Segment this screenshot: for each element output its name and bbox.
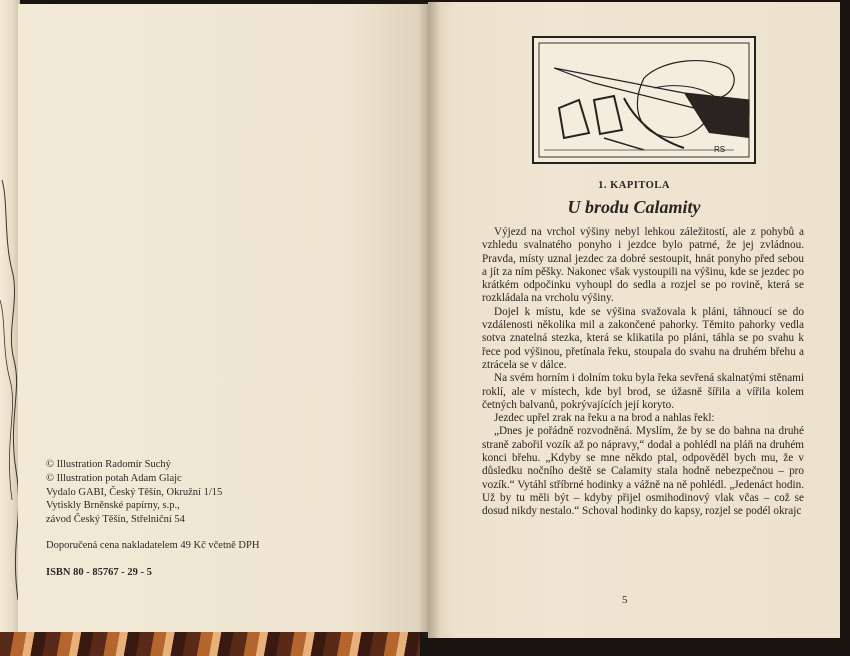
paragraph: Dojel k místu, kde se výšina svažovala k pláni, táhnoucí se do vzdálenosti několika mil a zakončené pahorky. Těmito pahorky vedla sotva znatelná stezka, která se klikatila po pláni, táhla se po svahu k řece pod výšinou, přetínala řeku, stoupala do svahu na druhém břehu a ztrácela se v dálce. (482, 305, 804, 371)
paragraph: „Dnes je pořádně rozvodněná. Myslím, že by se do bahna na druhé straně zabořil vozík až po nápravy,“ dodal a pohlédl na pláň na druhém konci břehu. „Kdyby se mne někdo ptal, odpověděl bych mu, že v důsledku nočního deště se Calamity stala hodně nebezpečnou – pro vozík.“ Vytáhl stříbrné hodinky a vážně na ně pohlédl. „Jedenáct hodin. Už by tu měli být – kdyby přijel osmihodinový vlak včas – což se dosud nikdy nestalo.“ Schoval hodinky do kapsy, rozjel se podél okrajc (482, 425, 804, 518)
page-number: 5 (622, 594, 628, 606)
chapter-body (482, 226, 804, 519)
imprint-line: závod Český Těšín, Střelniční 54 (46, 514, 185, 526)
paragraph: Výjezd na vrchol výšiny nebyl lehkou záležitostí, ale z pohybů a vzhledu svalnatého ponyho i jezdce bylo patrné, že jej zvládnou. Pravda, místy uznal jezdec za dobré sestoupit, hnát ponyho před sebou a jít za ním pěšky. Nakonec však vystoupili na výšinu, kde se jezdec po krátkém odpočinku vyhoupl do sedla a rozjel se po rovině, která se rozkládala na vrcholu výšiny. (482, 226, 804, 305)
imprint-line: © Illustration potah Adam Glajc (46, 472, 182, 484)
left-page (18, 4, 428, 632)
imprint-line: © Illustration Radomír Suchý (46, 459, 171, 470)
paragraph: Na svém horním i dolním toku byla řeka sevřená skalnatými stěnami roklí, ale v místech, kde byl brod, se úžasně šířila a vířila kolem četných balvanů, pokrývajících její koryto. (482, 372, 804, 411)
paragraph: Jezdec upřel zrak na řeku a na brod a nahlas řekl: (494, 412, 715, 425)
price-note: Doporučená cena nakladatelem 49 Kč včetně DPH (46, 540, 260, 551)
chapter-label: 1. KAPITOLA (598, 180, 670, 191)
cover-edge (0, 0, 20, 640)
saddle-and-rifle-illustration (532, 36, 756, 164)
book-gutter (418, 2, 440, 638)
chapter-title: U brodu Calamity (567, 197, 701, 217)
imprint-block (46, 458, 222, 527)
cover-artwork-strip (0, 632, 420, 656)
isbn: ISBN 80 - 85767 - 29 - 5 (46, 567, 152, 578)
imprint-line: Vytiskly Brněnské papírny, s.p., (46, 500, 180, 512)
imprint-line: Vydalo GABI, Český Těšín, Okružní 1/15 (46, 486, 223, 498)
illustration-signature: RS (714, 145, 726, 154)
